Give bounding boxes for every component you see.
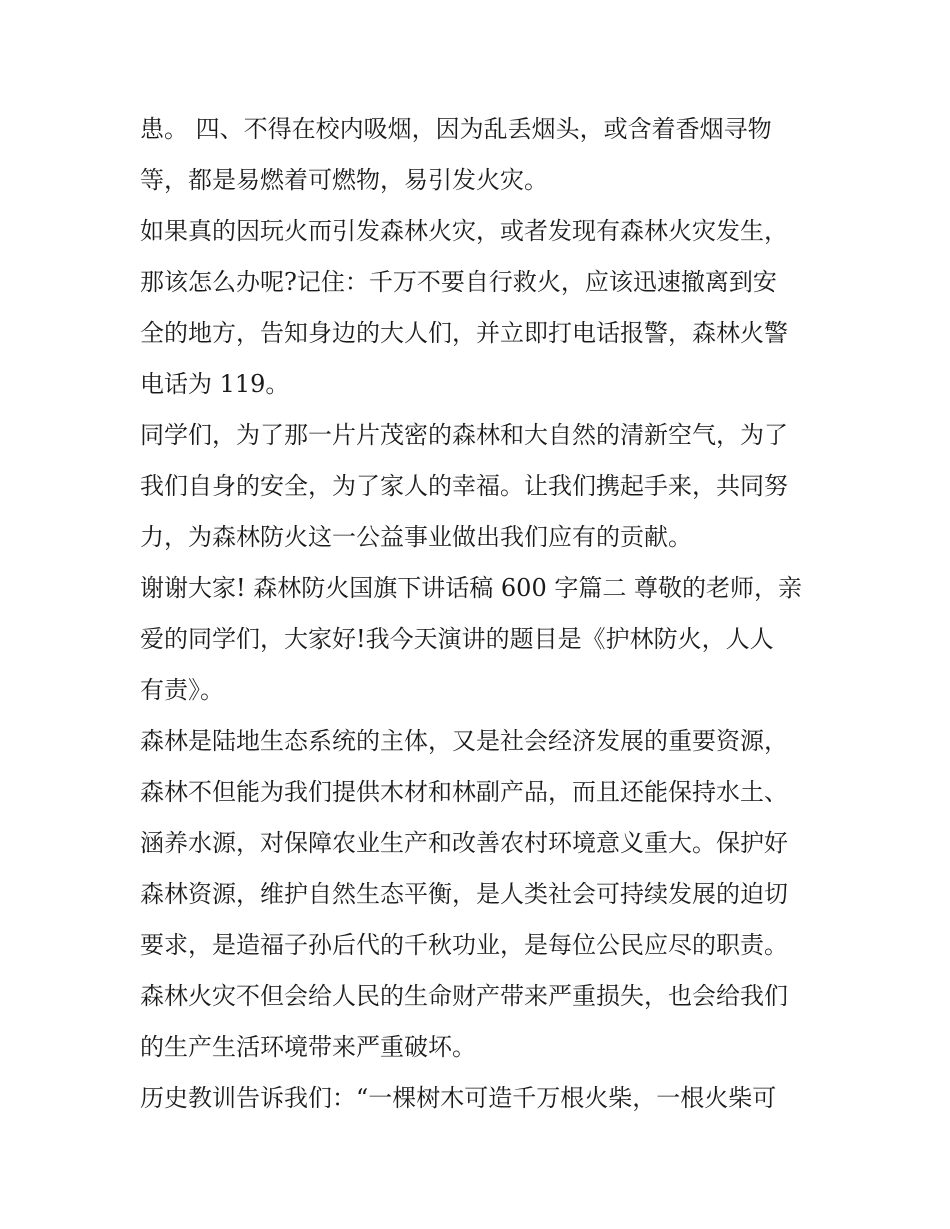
text-line: 患。 四、不得在校内吸烟，因为乱丢烟头，或含着香烟寻物 [140, 115, 772, 143]
text-line: 涵养水源，对保障农业生产和改善农村环境意义重大。保护好 [140, 829, 788, 857]
text-line: 的生产生活环境带来严重破坏。 [140, 1033, 476, 1061]
text-line: 电话为 119。 [140, 370, 290, 398]
text-line: 如果真的因玩火而引发森林火灾，或者发现有森林火灾发生， [140, 217, 788, 245]
text-line: 力，为森林防火这一公益事业做出我们应有的贡献。 [140, 523, 692, 551]
text-line: 森林火灾不但会给人民的生命财产带来严重损失，也会给我们 [140, 982, 788, 1010]
text-line: 要求，是造福子孙后代的千秋功业，是每位公民应尽的职责。 [140, 931, 788, 959]
text-line: 森林资源，维护自然生态平衡，是人类社会可持续发展的迫切 [140, 880, 788, 908]
text-line: 历史教训告诉我们：“一棵树木可造千万根火柴，一根火柴可 [140, 1084, 777, 1112]
text-line: 爱的同学们，大家好!我今天演讲的题目是《护林防火，人人 [140, 625, 774, 653]
document-body [140, 104, 820, 1124]
text-line: 全的地方，告知身边的大人们，并立即打电话报警，森林火警 [140, 319, 788, 347]
text-line: 等，都是易燃着可燃物，易引发火灾。 [140, 166, 548, 194]
text-line: 森林是陆地生态系统的主体，又是社会经济发展的重要资源， [140, 727, 788, 755]
text-line: 有责》。 [140, 676, 224, 704]
text-line: 同学们，为了那一片片茂密的森林和大自然的清新空气，为了 [140, 421, 788, 449]
text-line: 森林不但能为我们提供木材和林副产品，而且还能保持水土、 [140, 778, 788, 806]
text-line: 那该怎么办呢?记住：千万不要自行救火，应该迅速撤离到安 [140, 268, 777, 296]
text-line: 我们自身的安全，为了家人的幸福。让我们携起手来，共同努 [140, 472, 788, 500]
text-line: 谢谢大家! 森林防火国旗下讲话稿 600 字篇二 尊敬的老师，亲 [140, 574, 802, 602]
